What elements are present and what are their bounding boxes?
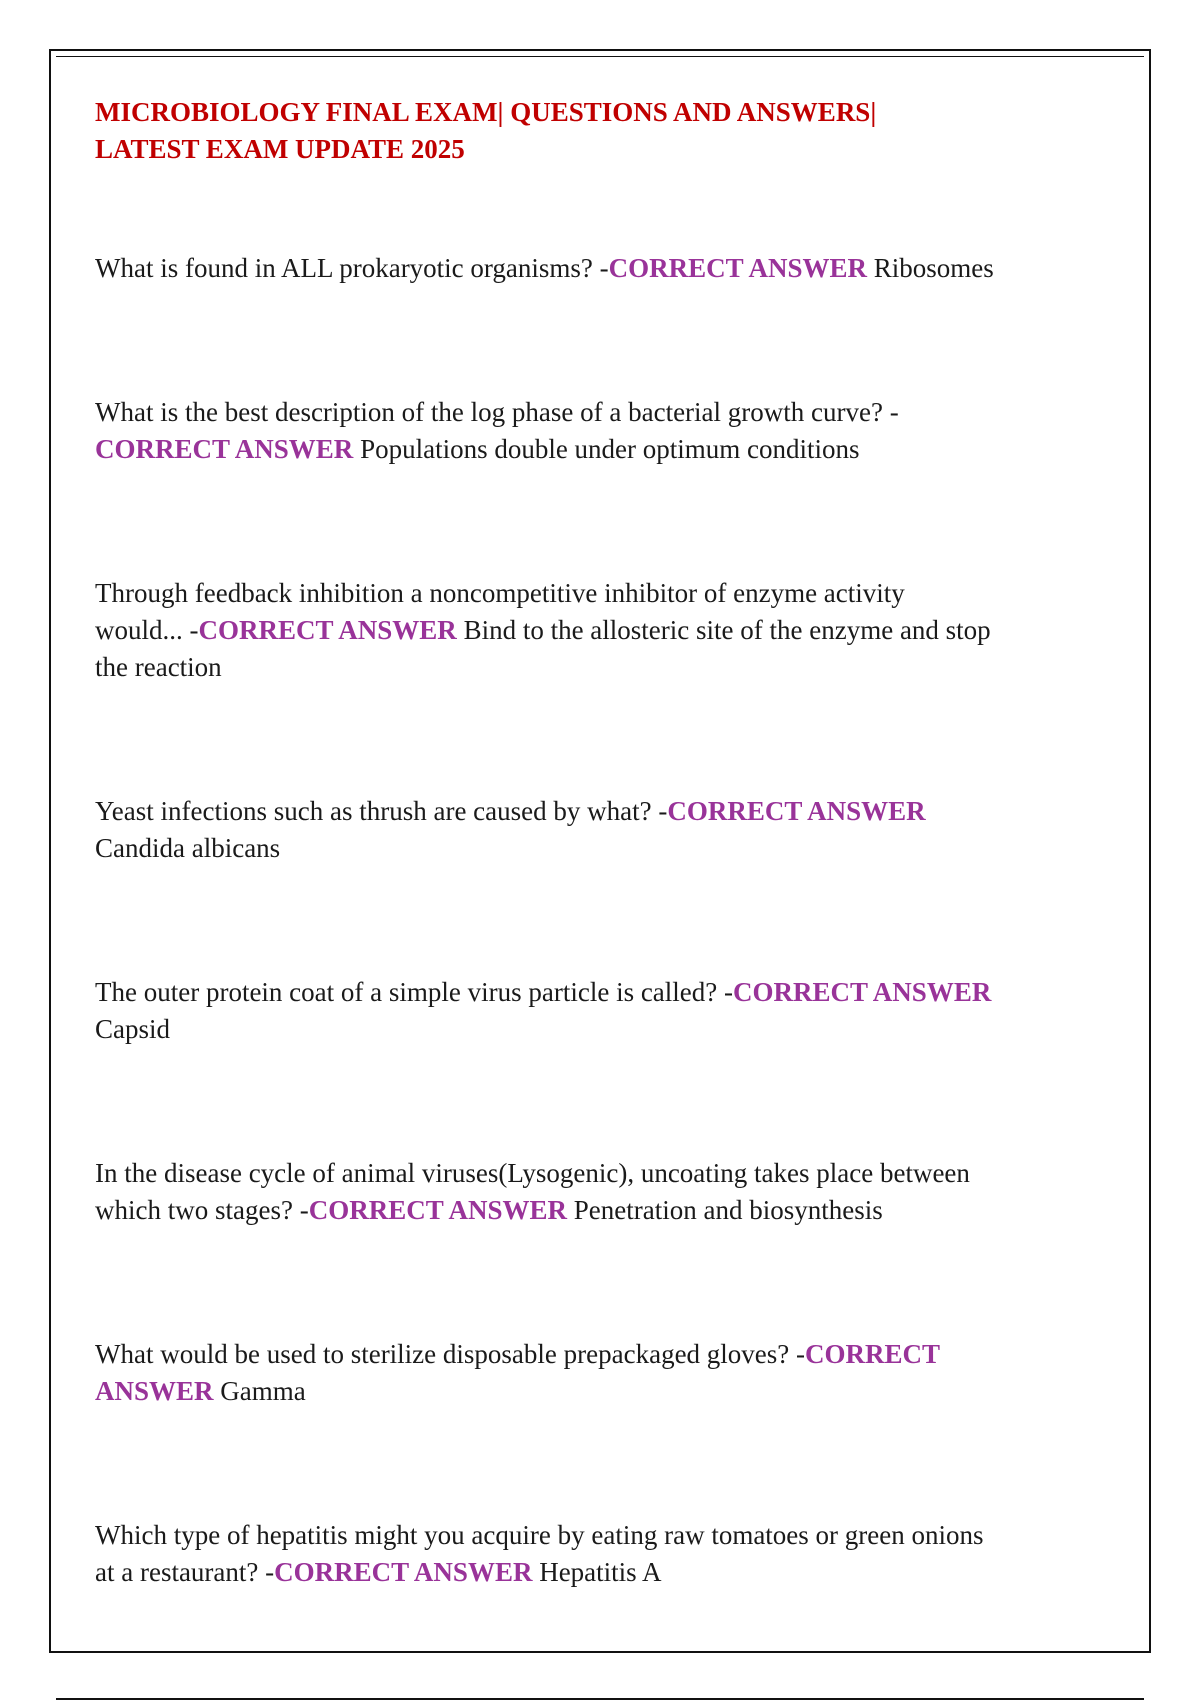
correct-answer-label: CORRECT ANSWER	[733, 977, 992, 1007]
answer-text: Ribosomes	[873, 253, 994, 283]
title-line-2: LATEST EXAM UPDATE 2025	[95, 134, 465, 164]
qa-item	[95, 575, 995, 686]
question-text: In the disease cycle of animal viruses(Lysogenic), uncoating takes place between which two stages? -	[95, 1158, 970, 1225]
correct-answer-label: CORRECT ANSWER	[95, 1339, 940, 1406]
title-line-1: MICROBIOLOGY FINAL EXAM| QUESTIONS AND ANSWERS|	[95, 97, 877, 127]
qa-item	[95, 1155, 995, 1229]
qa-item	[95, 793, 995, 867]
correct-answer-label: CORRECT ANSWER	[608, 253, 867, 283]
answer-text: Candida albicans	[95, 833, 281, 863]
correct-answer-label: CORRECT ANSWER	[274, 1557, 533, 1587]
qa-list	[95, 250, 995, 1591]
answer-text: Gamma	[220, 1376, 306, 1406]
top-rule	[56, 56, 1144, 57]
question-text: Which type of hepatitis might you acquire by eating raw tomatoes or green onions at a restaurant? -	[95, 1520, 984, 1587]
answer-text: Hepatitis A	[539, 1557, 662, 1587]
answer-text: Capsid	[95, 1014, 171, 1044]
qa-item	[95, 1336, 995, 1410]
correct-answer-label: CORRECT ANSWER	[198, 615, 457, 645]
question-text: What would be used to sterilize disposable prepackaged gloves? -	[95, 1339, 806, 1369]
document-body	[95, 94, 995, 1698]
question-text: What is the best description of the log phase of a bacterial growth curve? -	[95, 397, 899, 427]
correct-answer-label: CORRECT ANSWER	[308, 1195, 568, 1225]
document-title	[95, 94, 995, 168]
answer-text: Populations double under optimum conditions	[360, 434, 860, 464]
question-text: Yeast infections such as thrush are caused by what? -	[95, 796, 668, 826]
qa-item	[95, 250, 995, 287]
qa-item	[95, 974, 995, 1048]
answer-text: Bind to the allosteric site of the enzyme and stop the reaction	[95, 615, 991, 682]
qa-item	[95, 1517, 995, 1591]
answer-text: Penetration and biosynthesis	[573, 1195, 883, 1225]
correct-answer-label: CORRECT ANSWER	[667, 796, 926, 826]
correct-answer-label: CORRECT ANSWER	[95, 434, 354, 464]
question-text: Through feedback inhibition a noncompetitive inhibitor of enzyme activity would... -	[95, 578, 905, 645]
question-text: What is found in ALL prokaryotic organisms? -	[95, 253, 609, 283]
qa-item	[95, 394, 995, 468]
question-text: The outer protein coat of a simple virus particle is called? -	[95, 977, 734, 1007]
